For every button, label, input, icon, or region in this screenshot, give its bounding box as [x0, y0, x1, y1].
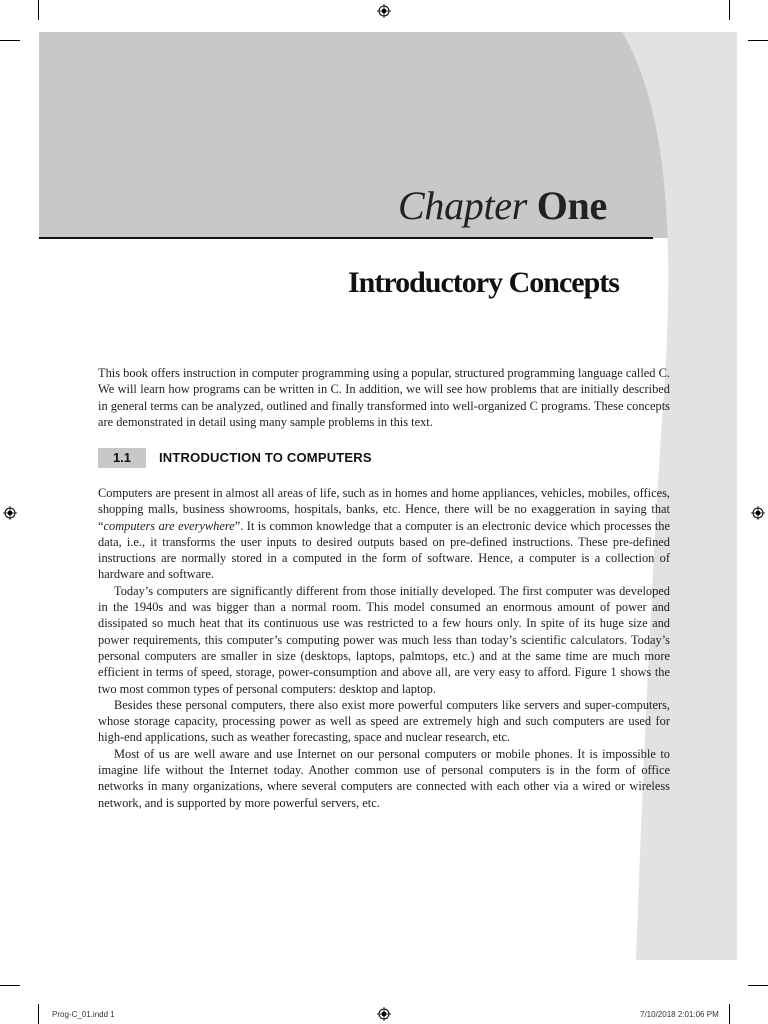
section-number: 1.1: [98, 448, 146, 468]
body-emphasis: computers are everywhere: [103, 518, 235, 533]
body-paragraph: Most of us are well aware and use Internet on our personal computers or mobile phones. It is impossible to imagine life without the Internet today. Another common use of personal computers is in the form of office networks in many organizations, where several computers are connected with each other via a wired or wireless network, and is supported by more powerful servers, etc.: [98, 746, 670, 810]
header-rule: [39, 237, 653, 239]
body-paragraph: [98, 485, 670, 583]
section-title: INTRODUCTION TO COMPUTERS: [159, 450, 372, 465]
footer-file-slug: Prog-C_01.indd 1: [52, 1010, 115, 1019]
footer-timestamp: 7/10/2018 2:01:06 PM: [640, 1010, 719, 1019]
body-paragraph: Besides these personal computers, there also exist more powerful computers like servers and super-computers, whose storage capacity, processing power as well as speed are extremely high and such computers are used for high-end applications, such as weather forecasting, space and nuclear research, etc.: [98, 697, 670, 745]
body-paragraph: Today’s computers are significantly different from those initially developed. The first computer was developed in the 1940s and was bigger than a normal room. This model consumed an enormous amount of power and dissipated so much heat that its continuous use was restricted to a few hours only. In spite of its huge size and power requirements, this computer’s computing power was much less than today’s scientific calculators. Today’s personal computers are smaller in size (desktops, laptops, palmtops, etc.) and at the same time are much more efficient in terms of speed, storage, power-consumption and above all, are very easy to afford. Figure 1 shows the two most common types of personal computers: desktop and laptop.: [98, 583, 670, 696]
intro-paragraph: This book offers instruction in computer programming using a popular, structured programming language called C. We will learn how programs can be written in C. In addition, we will see how problems that are initially described in general terms can be analyzed, outlined and finally transformed into well-organized C programs. These concepts are demonstrated in detail using many sample problems in this text.: [98, 366, 670, 429]
body-text: Computers are present in almost all areas of life, such as in homes and home appliances, vehicles, mobiles, offices, shopping malls, business showrooms, hospitals, banks, etc. Hence, there will be no exaggeration in saying that “: [98, 486, 670, 533]
chapter-word: Chapter: [398, 183, 528, 228]
section-body: [98, 485, 670, 811]
section-heading: [98, 448, 372, 468]
body-text: ”. It is common knowledge that a computer is an electronic device which processes the data, i.e., it transforms the user inputs to desired outputs based on pre-defined instructions. These pre-defined instructions are normally stored in a computed in the form of software. Hence, a computer is a collection of hardware and software.: [98, 518, 671, 582]
chapter-number: One: [536, 183, 607, 228]
chapter-title: Introductory Concepts: [348, 266, 619, 299]
chapter-label: [398, 183, 607, 229]
